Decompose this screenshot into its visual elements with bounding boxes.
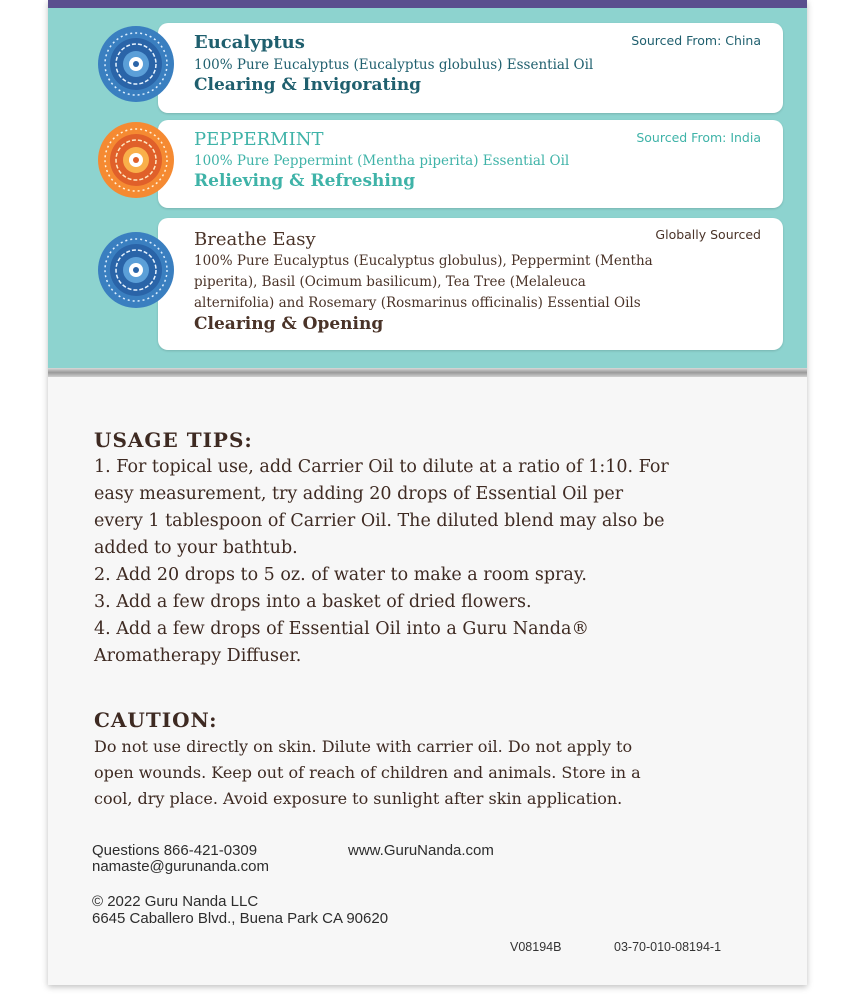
product-description: 100% Pure Eucalyptus (Eucalyptus globulus) Essential Oil xyxy=(194,57,594,73)
product-description-line: piperita), Basil (Ocimum basilicum), Tea Tree (Melaleuca xyxy=(194,274,586,290)
product-description-line: alternifolia) and Rosemary (Rosmarinus officinalis) Essential Oils xyxy=(194,295,641,311)
product-source: Globally Sourced xyxy=(655,227,761,242)
product-name: PEPPERMINT xyxy=(194,129,324,150)
caution-section xyxy=(94,708,814,812)
product-name: Breathe Easy xyxy=(194,229,316,250)
contact-questions: Questions 866-421-0309 xyxy=(92,842,258,859)
product-source: Sourced From: China xyxy=(631,33,761,48)
usage-tip-line: 1. For topical use, add Carrier Oil to dilute at a ratio of 1:10. For xyxy=(94,457,669,477)
company-address: 6645 Caballero Blvd., Buena Park CA 90620 xyxy=(92,910,389,927)
mandala-blue-icon xyxy=(96,230,176,310)
usage-tip-line: 2. Add 20 drops to 5 oz. of water to make a room spray. xyxy=(94,565,587,585)
product-card-eucalyptus xyxy=(158,23,783,113)
contact-email: namaste@gurunanda.com xyxy=(92,858,269,875)
usage-tip-line: added to your bathtub. xyxy=(94,538,298,558)
usage-tip-line: 3. Add a few drops into a basket of dried flowers. xyxy=(94,592,532,612)
caution-line: cool, dry place. Avoid exposure to sunlight after skin application. xyxy=(94,789,623,808)
silver-band xyxy=(48,368,807,377)
usage-tip-line: every 1 tablespoon of Carrier Oil. The diluted blend may also be xyxy=(94,511,665,531)
usage-tip-line: 4. Add a few drops of Essential Oil into a Guru Nanda® xyxy=(94,619,589,639)
usage-tips-heading: USAGE TIPS: xyxy=(94,428,253,452)
product-card-peppermint xyxy=(158,120,783,208)
product-description: 100% Pure Peppermint (Mentha piperita) Essential Oil xyxy=(194,153,570,169)
product-panel xyxy=(48,8,807,368)
contact-website: www.GuruNanda.com xyxy=(348,842,494,859)
caution-line: open wounds. Keep out of reach of children and animals. Store in a xyxy=(94,763,641,782)
caution-line: Do not use directly on skin. Dilute with carrier oil. Do not apply to xyxy=(94,737,633,756)
product-card-breathe-easy xyxy=(158,218,783,350)
product-description-line: 100% Pure Eucalyptus (Eucalyptus globulus), Peppermint (Mentha xyxy=(194,253,653,269)
version-code: V08194B xyxy=(510,940,562,954)
product-tagline: Clearing & Opening xyxy=(194,314,384,334)
product-source: Sourced From: India xyxy=(636,130,761,145)
usage-tip-line: Aromatherapy Diffuser. xyxy=(94,646,302,666)
top-color-strip xyxy=(48,0,807,8)
mandala-orange-icon xyxy=(96,120,176,200)
product-tagline: Clearing & Invigorating xyxy=(194,75,422,95)
usage-tip-line: easy measurement, try adding 20 drops of Essential Oil per xyxy=(94,484,624,504)
mandala-blue-icon xyxy=(96,24,176,104)
copyright: © 2022 Guru Nanda LLC xyxy=(92,893,259,910)
item-code: 03-70-010-08194-1 xyxy=(614,940,722,954)
caution-heading: CAUTION: xyxy=(94,708,218,732)
product-name: Eucalyptus xyxy=(194,32,305,53)
product-tagline: Relieving & Refreshing xyxy=(194,171,416,191)
usage-tips-section xyxy=(94,428,814,670)
